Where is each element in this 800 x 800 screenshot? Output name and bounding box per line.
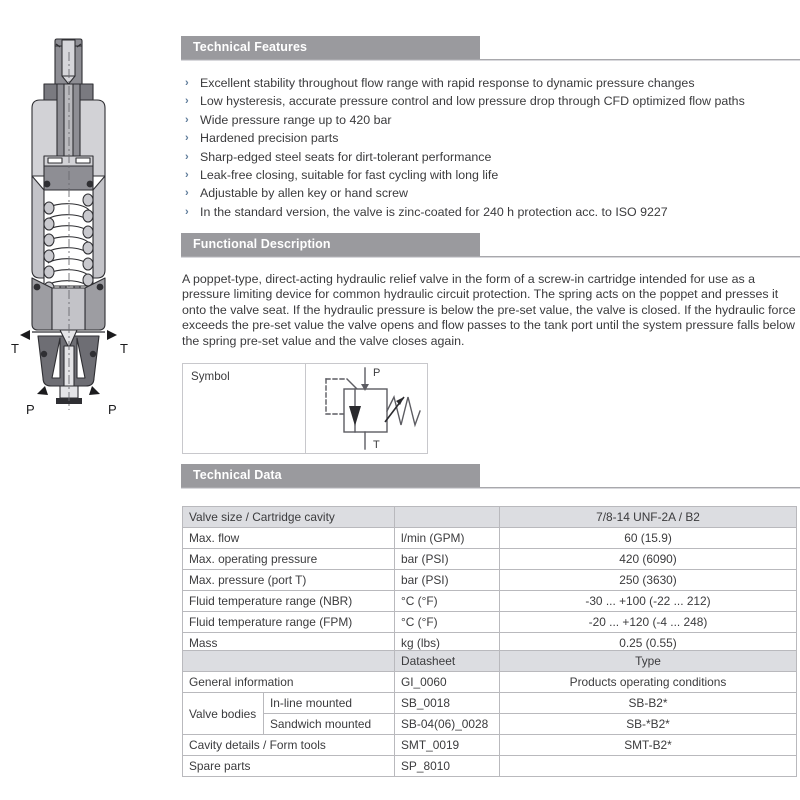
cell-label: Max. pressure (port T) xyxy=(183,570,395,591)
chevron-right-icon: › xyxy=(185,150,189,163)
table-row xyxy=(183,735,797,756)
valve-illustration-column xyxy=(0,0,178,800)
cell-type xyxy=(500,756,797,777)
cell-valve-size-unit xyxy=(395,507,500,528)
content-column xyxy=(181,0,800,800)
symbol-port-p-label: P xyxy=(373,367,381,379)
table-row xyxy=(183,591,797,612)
cell-label: Cavity details / Form tools xyxy=(183,735,395,756)
list-item-label: Hardened precision parts xyxy=(200,131,339,146)
chevron-right-icon: › xyxy=(185,187,189,200)
section-rule-shadow xyxy=(181,257,800,258)
cell-datasheet: SMT_0019 xyxy=(395,735,500,756)
cell-type: SB-*B2* xyxy=(500,714,797,735)
cell-valve-size-label: Valve size / Cartridge cavity xyxy=(183,507,395,528)
table-row-header xyxy=(183,651,797,672)
cell-label: Max. operating pressure xyxy=(183,549,395,570)
cell-label: Fluid temperature range (NBR) xyxy=(183,591,395,612)
cell-unit: l/min (GPM) xyxy=(395,528,500,549)
table-row xyxy=(183,612,797,633)
port-label-p-right: P xyxy=(108,402,117,417)
cell-value: 60 (15.9) xyxy=(500,528,797,549)
cell-datasheet: SP_8010 xyxy=(395,756,500,777)
cartridge-relief-valve-cross-section-icon xyxy=(8,38,168,468)
table-row xyxy=(183,672,797,693)
symbol-art xyxy=(307,364,428,453)
cell-datasheet: GI_0060 xyxy=(395,672,500,693)
chevron-right-icon: › xyxy=(185,169,189,182)
cell-label-valve-bodies: Valve bodies xyxy=(183,693,264,735)
port-label-t-right: T xyxy=(120,341,128,356)
list-item-label: Leak-free closing, suitable for fast cycling with long life xyxy=(200,168,499,183)
section-rule-shadow xyxy=(181,60,800,61)
cell-header-datasheet: Datasheet xyxy=(395,651,500,672)
cell-valve-size-value: 7/8-14 UNF-2A / B2 xyxy=(500,507,797,528)
list-item xyxy=(183,184,797,202)
table-row xyxy=(183,693,797,714)
list-item xyxy=(183,166,797,184)
list-item-label: Sharp-edged steel seats for dirt-tolerant performance xyxy=(200,149,492,164)
relief-valve-schematic-symbol-icon xyxy=(307,364,428,453)
chevron-right-icon: › xyxy=(185,95,189,108)
table-row-header xyxy=(183,507,797,528)
cell-datasheet: SB-04(06)_0028 xyxy=(395,714,500,735)
cell-label: Max. flow xyxy=(183,528,395,549)
symbol-box-label: Symbol xyxy=(191,370,230,383)
table-row xyxy=(183,714,797,735)
table-row xyxy=(183,570,797,591)
chevron-right-icon: › xyxy=(185,205,189,218)
list-item xyxy=(183,148,797,166)
cell-value: 250 (3630) xyxy=(500,570,797,591)
cell-label: Mass xyxy=(183,633,395,654)
list-item-label: Low hysteresis, accurate pressure control and low pressure drop through CFD optimized flow paths xyxy=(200,94,745,109)
datasheet-reference-table xyxy=(182,650,797,777)
chevron-right-icon: › xyxy=(185,132,189,145)
list-item-label: Excellent stability throughout flow range with rapid response to dynamic pressure changes xyxy=(200,76,695,90)
cell-sublabel: Sandwich mounted xyxy=(264,714,395,735)
cell-type: Products operating conditions xyxy=(500,672,797,693)
chevron-right-icon: › xyxy=(185,77,189,89)
cell-header-type: Type xyxy=(500,651,797,672)
cell-value: -20 ... +120 (-4 ... 248) xyxy=(500,612,797,633)
port-label-p-left: P xyxy=(26,402,35,417)
cell-unit: °C (°F) xyxy=(395,591,500,612)
cell-label: General information xyxy=(183,672,395,693)
list-item xyxy=(183,92,797,110)
list-item-label: Wide pressure range up to 420 bar xyxy=(200,112,392,127)
cell-unit: bar (PSI) xyxy=(395,549,500,570)
functional-description-paragraph: A poppet-type, direct-acting hydraulic relief valve in the form of a screw-in cartridge intended for use as a pressure limiting device for common hydraulic circuit protection. The spring acts on the poppet and presses it onto the valve seat. If the hydraulic pressure is below the pre-set value, the valve is closed. If the hydraulic force exceeds the pre-set value the valve opens and flow passes to the tank port until the system pressure falls below the spring pre-set value and the valve closes again. xyxy=(182,272,796,348)
cell-value: 420 (6090) xyxy=(500,549,797,570)
cell-value: 0.25 (0.55) xyxy=(500,633,797,654)
table-row xyxy=(183,756,797,777)
list-item-label: Adjustable by allen key or hand screw xyxy=(200,186,409,201)
symbol-box xyxy=(182,363,428,454)
list-item xyxy=(183,203,797,221)
section-title-functional-description: Functional Description xyxy=(193,237,331,251)
table-row xyxy=(183,528,797,549)
list-item xyxy=(183,129,797,147)
section-rule-shadow xyxy=(181,488,800,489)
chevron-right-icon: › xyxy=(185,113,189,126)
list-item-label: In the standard version, the valve is zinc-coated for 240 h protection acc. to ISO 9227 xyxy=(200,204,668,219)
cell-label: Fluid temperature range (FPM) xyxy=(183,612,395,633)
section-title-technical-features: Technical Features xyxy=(193,40,308,54)
cell-type: SB-B2* xyxy=(500,693,797,714)
symbol-port-t-label: T xyxy=(373,439,380,451)
cell-unit: °C (°F) xyxy=(395,612,500,633)
cell-unit: bar (PSI) xyxy=(395,570,500,591)
port-label-t-left: T xyxy=(11,341,19,356)
cell-value: -30 ... +100 (-22 ... 212) xyxy=(500,591,797,612)
symbol-box-divider xyxy=(305,364,306,453)
cell-sublabel: In-line mounted xyxy=(264,693,395,714)
cell-header-blank xyxy=(183,651,395,672)
technical-features-list xyxy=(183,74,797,221)
cell-type: SMT-B2* xyxy=(500,735,797,756)
list-item xyxy=(183,74,797,92)
technical-data-table xyxy=(182,506,797,654)
list-item xyxy=(183,111,797,129)
cell-unit: kg (lbs) xyxy=(395,633,500,654)
table-row xyxy=(183,549,797,570)
section-title-technical-data: Technical Data xyxy=(193,468,282,482)
cell-datasheet: SB_0018 xyxy=(395,693,500,714)
cell-label: Spare parts xyxy=(183,756,395,777)
